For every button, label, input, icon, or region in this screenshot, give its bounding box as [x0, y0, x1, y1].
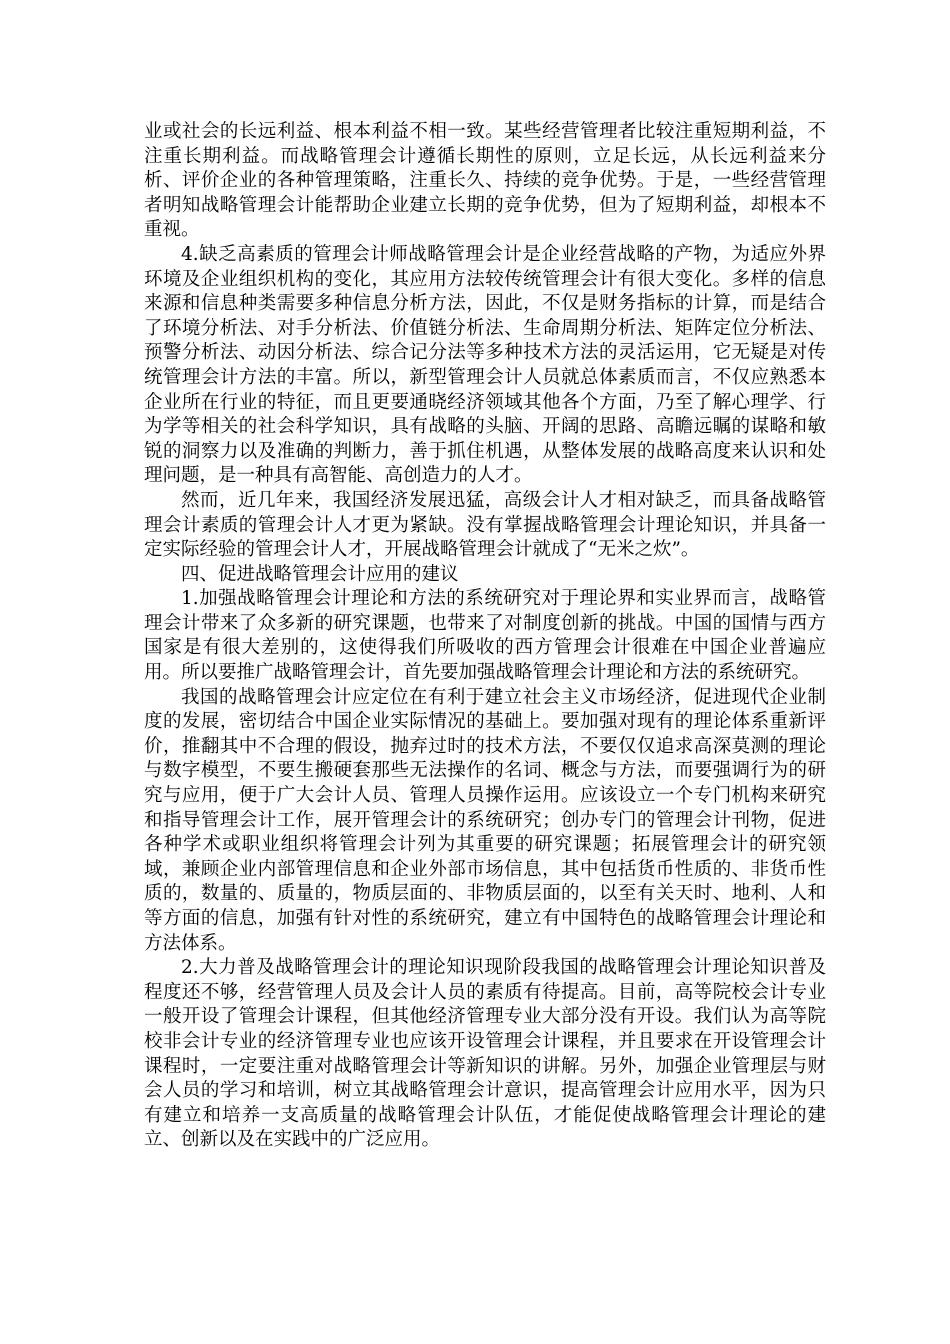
paragraph-1: 业或社会的长远利益、根本利益不相一致。某些经营管理者比较注重短期利益，不注重长期利益。而战略管理会计遵循长期性的原则，立足长远，从长远利益来分析、评价企业的各种管理策略，注重长久、持续的竞争优势。于是，一些经营管理者明知战略管理会计能帮助企业建立长期的竞争优势，但为了短期利益，却根本不重视。: [144, 121, 826, 241]
paragraph-6: 我国的战略管理会计应定位在有利于建立社会主义市场经济，促进现代企业制度的发展，密切结合中国企业实际情况的基础上。要加强对现有的理论体系重新评价，推翻其中不合理的假设，抛弃过时的技术方法，不要仅仅追求高深莫测的理论与数字模型，不要生搬硬套那些无法操作的名词、概念与方法，而要强调行为的研究与应用，便于广大会计人员、管理人员操作运用。应该设立一个专门机构来研究和指导管理会计工作，展开管理会计的系统研究；创办专门的管理会计刊物，促进各种学术或职业组织将管理会计列为其重要的研究课题；拓展管理会计的研究领域，兼顾企业内部管理信息和企业外部市场信息，其中包括货币性质的、非货币性质的，数量的、质量的，物质层面的、非物质层面的，以至有关天时、地利、人和等方面的信息，加强有针对性的系统研究，建立有中国特色的战略管理会计理论和方法体系。: [144, 686, 826, 954]
paragraph-2: 4.缺乏高素质的管理会计师战略管理会计是企业经营战略的产物，为适应外界环境及企业组织机构的变化，其应用方法较传统管理会计有很大变化。多样的信息来源和信息种类需要多种信息分析方法，因此，不仅是财务指标的计算，而是结合了环境分析法、对手分析法、价值链分析法、生命周期分析法、矩阵定位分析法、预警分析法、动因分析法、综合记分法等多种技术方法的灵活运用，它无疑是对传统管理会计方法的丰富。所以，新型管理会计人员就总体素质而言，不仅应熟悉本企业所在行业的特征，而且更要通晓经济领域其他各个方面，乃至了解心理学、行为学等相关的社会科学知识，具有战略的头脑、开阔的思路、高瞻远瞩的谋略和敏锐的洞察力以及准确的判断力，善于抓住机遇，从整体发展的战略高度来认识和处理问题，是一种具有高智能、高创造力的人才。: [144, 243, 826, 487]
paragraph-7: 2.大力普及战略管理会计的理论知识现阶段我国的战略管理会计理论知识普及程度还不够，经营管理人员及会计人员的素质有待提高。目前，高等院校会计专业一般开设了管理会计课程，但其他经济管理专业大部分没有开设。我们认为高等院校非会计专业的经济管理专业也应该开设管理会计课程，并且要求在开设管理会计课程时，一定要注重对战略管理会计等新知识的讲解。另外，加强企业管理层与财会人员的学习和培训，树立其战略管理会计意识，提高管理会计应用水平，因为只有建立和培养一支高质量的战略管理会计队伍，才能促使战略管理会计理论的建立、创新以及在实践中的广泛应用。: [144, 957, 826, 1151]
document-body: [144, 120, 826, 1153]
paragraph-3: 然而，近几年来，我国经济发展迅猛，高级会计人才相对缺乏，而具备战略管理会计素质的管理会计人才更为紧缺。没有掌握战略管理会计理论知识，并具备一定实际经验的管理会计人才，开展战略管理会计就成了“无米之炊”。: [144, 489, 826, 561]
section-heading: 四、促进战略管理会计应用的建议: [181, 563, 459, 585]
paragraph-5: 1.加强战略管理会计理论和方法的系统研究对于理论界和实业界而言，战略管理会计带来了众多新的研究课题，也带来了对制度创新的挑战。中国的国情与西方国家是有很大差别的，这使得我们所吸收的西方管理会计很难在中国企业普遍应用。所以要推广战略管理会计，首先要加强战略管理会计理论和方法的系统研究。: [144, 588, 826, 684]
